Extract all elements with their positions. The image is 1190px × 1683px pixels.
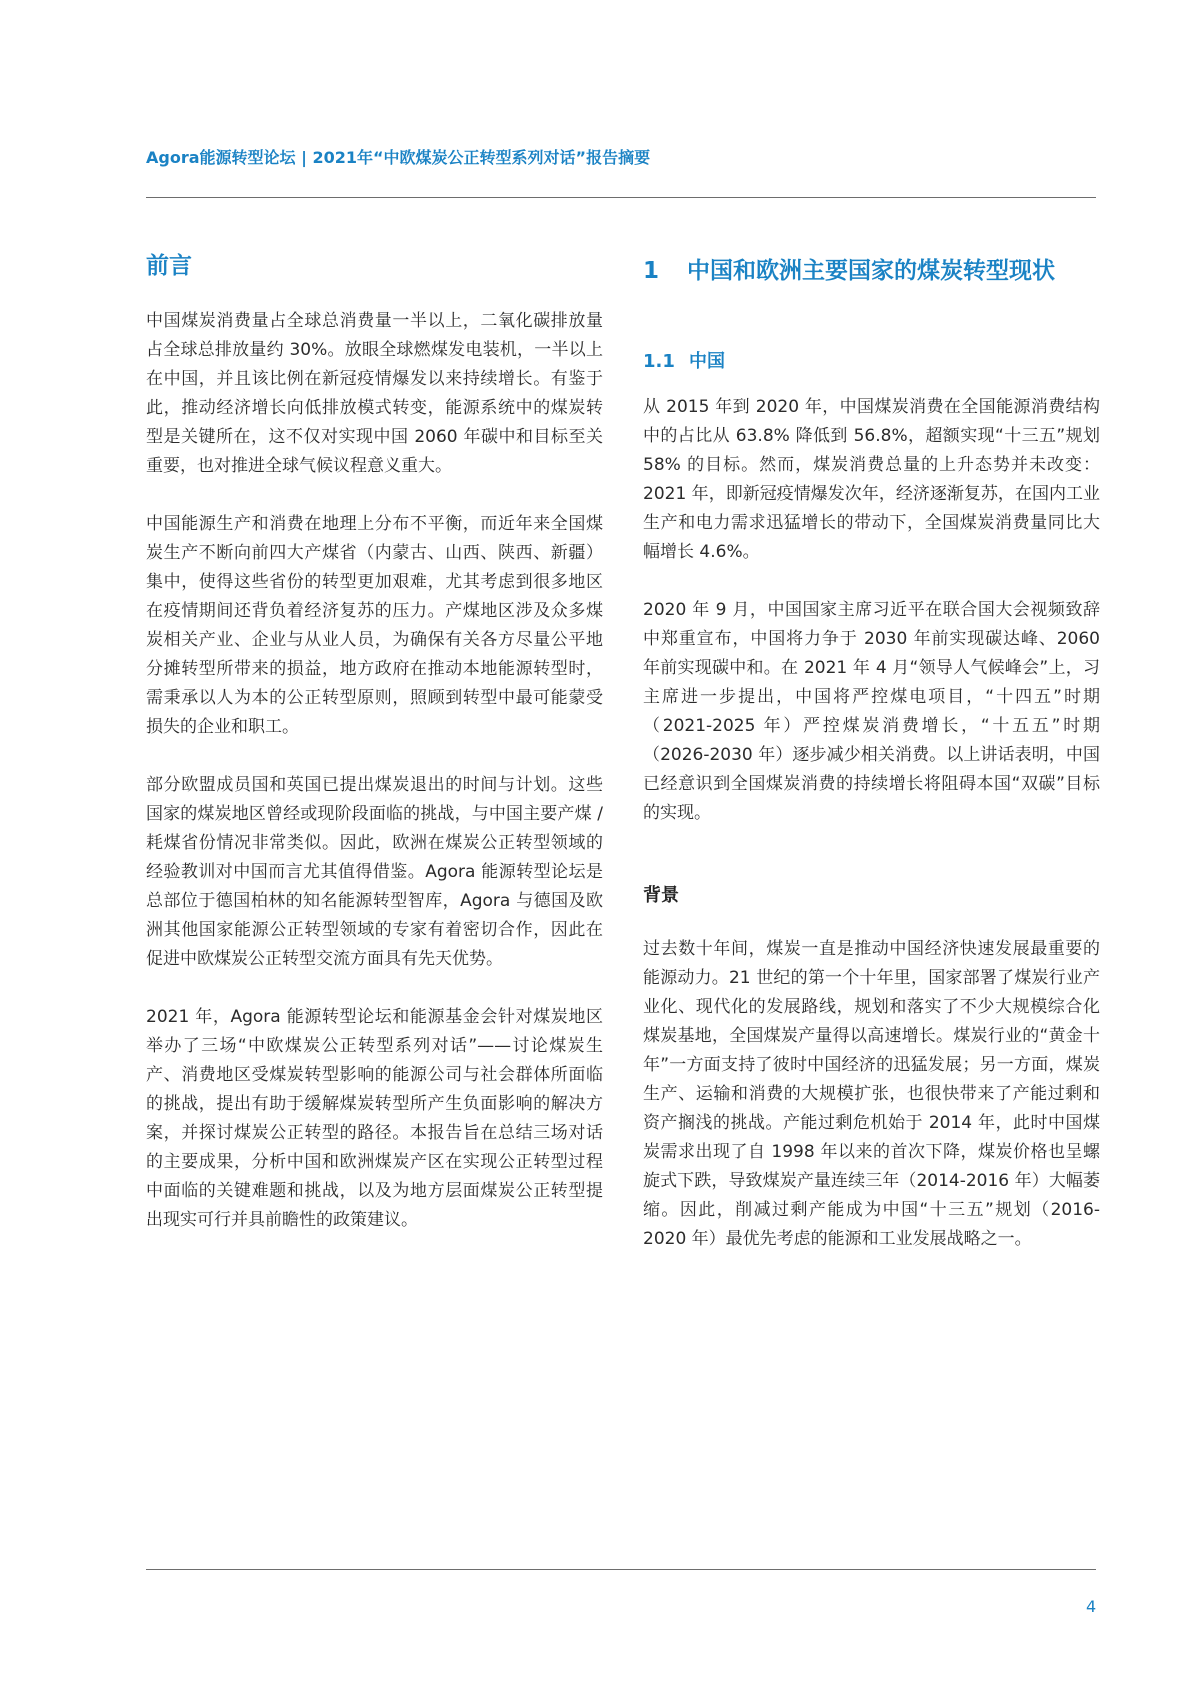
section-title: 中国和欧洲主要国家的煤炭转型现状: [687, 258, 1055, 284]
preface-paragraph-3: 部分欧盟成员国和英国已提出煤炭退出的时间与计划。这些国家的煤炭地区曾经或现阶段面临的挑战，与中国主要产煤 / 耗煤省份情况非常类似。因此，欧洲在煤炭公正转型领域的经验教训对中国而言尤其值得借鉴。Agora 能源转型论坛是总部位于德国柏林的知名能源转型智库，Agora 与德国及欧洲其他国家能源公正转型领域的专家有着密切合作，因此在促进中欧煤炭公正转型交流方面具有先天优势。: [146, 775, 603, 969]
left-column: [146, 250, 603, 1235]
footer-divider: [146, 1569, 1096, 1570]
background-paragraph: 过去数十年间，煤炭一直是推动中国经济快速发展最重要的能源动力。21 世纪的第一个十年里，国家部署了煤炭行业产业化、现代化的发展路线，规划和落实了不少大规模综合化煤炭基地，全国煤炭产量得以高速增长。煤炭行业的“黄金十年”一方面支持了彼时中国经济的迅猛发展；另一方面，煤炭生产、运输和消费的大规模扩张，也很快带来了产能过剩和资产搁浅的挑战。产能过剩危机始于 2014 年，此时中国煤炭需求出现了自 1998 年以来的首次下降，煤炭价格也呈螺旋式下跌，导致煤炭产量连续三年（2014-2016 年）大幅萎缩。因此，削减过剩产能成为中国“十三五”规划（2016-2020 年）最优先考虑的能源和工业发展战略之一。: [643, 939, 1100, 1249]
preface-heading: 前言: [146, 253, 192, 279]
subsection-heading: [643, 349, 1100, 375]
subsection-title: 中国: [689, 351, 725, 372]
china-paragraph-2: 2020 年 9 月，中国国家主席习近平在联合国大会视频致辞中郑重宣布，中国将力争于 2030 年前实现碳达峰、2060 年前实现碳中和。在 2021 年 4 月“领导人气候峰会”上，习主席进一步提出，中国将严控煤电项目，“十四五”时期（2021-2025 年）严控煤炭消费增长，“十五五”时期（2026-2030 年）逐步减少相关消费。以上讲话表明，中国已经意识到全国煤炭消费的持续增长将阻碍本国“双碳”目标的实现。: [643, 600, 1100, 823]
page-number: 4: [1086, 1597, 1097, 1616]
subsection-number: 1.1: [643, 351, 675, 372]
section-number: 1: [643, 258, 660, 284]
right-column: [643, 255, 1100, 1254]
preface-paragraph-4: 2021 年，Agora 能源转型论坛和能源基金会针对煤炭地区举办了三场“中欧煤炭公正转型系列对话”——讨论煤炭生产、消费地区受煤炭转型影响的能源公司与社会群体所面临的挑战，提出有助于缓解煤炭转型所产生负面影响的解决方案，并探讨煤炭公正转型的路径。本报告旨在总结三场对话的主要成果，分析中国和欧洲煤炭产区在实现公正转型过程中面临的关键难题和挑战，以及为地方层面煤炭公正转型提出现实可行并具前瞻性的政策建议。: [146, 1007, 603, 1230]
preface-paragraph-2: 中国能源生产和消费在地理上分布不平衡，而近年来全国煤炭生产不断向前四大产煤省（内蒙古、山西、陕西、新疆）集中，使得这些省份的转型更加艰难，尤其考虑到很多地区在疫情期间还背负着经济复苏的压力。产煤地区涉及众多煤炭相关产业、企业与从业人员，为确保有关各方尽量公平地分摊转型所带来的损益，地方政府在推动本地能源转型时，需秉承以人为本的公正转型原则，照顾到转型中最可能蒙受损失的企业和职工。: [146, 514, 603, 737]
china-paragraph-1: 从 2015 年到 2020 年，中国煤炭消费在全国能源消费结构中的占比从 63.8% 降低到 56.8%，超额实现“十三五”规划 58% 的目标。然而，煤炭消费总量的上升态势并未改变：2021 年，即新冠疫情爆发次年，经济逐渐复苏，在国内工业生产和电力需求迅猛增长的带动下，全国煤炭消费量同比大幅增长 4.6%。: [643, 397, 1100, 562]
running-header: Agora能源转型论坛 | 2021年“中欧煤炭公正转型系列对话”报告摘要: [146, 148, 651, 167]
preface-paragraph-1: 中国煤炭消费量占全球总消费量一半以上，二氧化碳排放量占全球总排放量约 30%。放眼全球燃煤发电装机，一半以上在中国，并且该比例在新冠疫情爆发以来持续增长。有鉴于此，推动经济增长向低排放模式转变，能源系统中的煤炭转型是关键所在，这不仅对实现中国 2060 年碳中和目标至关重要，也对推进全球气候议程意义重大。: [146, 311, 603, 476]
background-heading: 背景: [643, 885, 679, 906]
section-heading: [643, 255, 1100, 287]
header-divider: [146, 197, 1096, 198]
